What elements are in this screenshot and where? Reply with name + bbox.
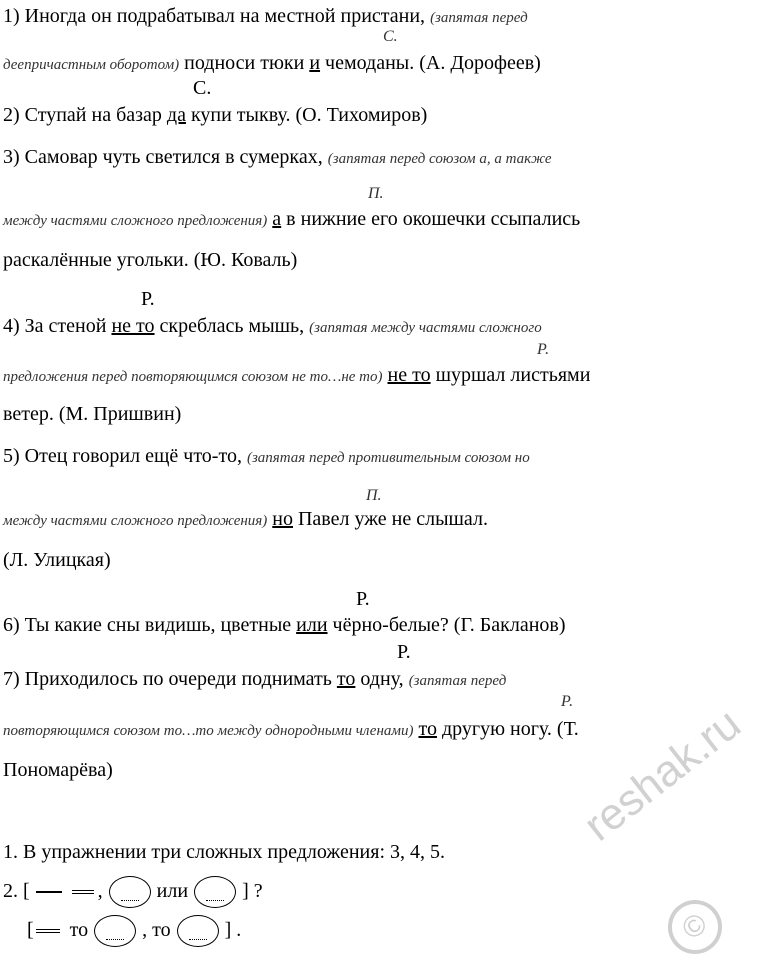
mark-s4-a: Р.	[141, 288, 155, 310]
mark-s1: С.	[383, 28, 398, 45]
object-circle-icon	[177, 915, 219, 947]
sentence-5-line-2: между частями сложного предложения) но Павел уже не слышал.	[3, 508, 488, 530]
copyright-icon: ©	[657, 889, 733, 965]
mark-s3: П.	[368, 185, 384, 202]
sentence-4-line-2: предложения перед повторяющимся союзом не то…не то) не то шуршал листьями	[3, 364, 591, 386]
circumstance-circle-icon	[109, 876, 151, 908]
sentence-3-line-2: между частями сложного предложения) а в нижние его окошечки ссыпались	[3, 208, 581, 230]
mark-s2: С.	[193, 77, 212, 99]
sentence-4-line-3: ветер. (М. Пришвин)	[3, 403, 182, 425]
sentence-3-line-3: раскалённые угольки. (Ю. Коваль)	[3, 249, 298, 271]
mark-s7-a: Р.	[397, 641, 411, 663]
answer-3-scheme: [ то , то ] .	[27, 913, 241, 947]
circumstance-circle-icon	[194, 876, 236, 908]
answer-2-scheme: 2. [ , или ] ?	[3, 874, 263, 908]
watermark-text: reshak.ru	[575, 699, 750, 851]
predicate-underline-icon	[36, 929, 60, 933]
sentence-5-line-1: 5) Отец говорил ещё что-то, (запятая перед противительным союзом но	[3, 445, 530, 467]
object-circle-icon	[94, 915, 136, 947]
sentence-2: 2) Ступай на базар да купи тыкву. (О. Тихомиров)	[3, 104, 428, 126]
sentence-1-line-1: 1) Иногда он подрабатывал на местной пристани, (запятая перед	[3, 5, 528, 27]
sentence-7-line-1: 7) Приходилось по очереди поднимать то одну, (запятая перед	[3, 668, 507, 690]
sentence-3-line-1: 3) Самовар чуть светился в сумерках, (запятая перед союзом а, а также	[3, 146, 552, 168]
predicate-underline-icon	[72, 890, 94, 894]
answer-1: 1. В упражнении три сложных предложения: 3, 4, 5.	[3, 841, 446, 863]
sentence-7-line-2: повторяющимся союзом то…то между однородными членами) то другую ногу. (Т.	[3, 718, 579, 740]
sentence-4-line-1: 4) За стеной не то скреблась мышь, (запятая между частями сложного	[3, 315, 542, 337]
mark-s7-b: Р.	[561, 693, 574, 710]
sentence-7-line-3: Пономарёва)	[3, 759, 113, 781]
mark-s6: Р.	[356, 588, 370, 610]
sentence-6: 6) Ты какие сны видишь, цветные или чёрно-белые? (Г. Бакланов)	[3, 614, 566, 636]
sentence-1-line-2: деепричастным оборотом) подноси тюки и чемоданы. (А. Дорофеев)	[3, 52, 541, 74]
mark-s5: П.	[366, 487, 382, 504]
sentence-5-line-3: (Л. Улицкая)	[3, 549, 111, 571]
mark-s4-b: Р.	[537, 341, 550, 358]
subject-underline-icon	[36, 891, 62, 893]
